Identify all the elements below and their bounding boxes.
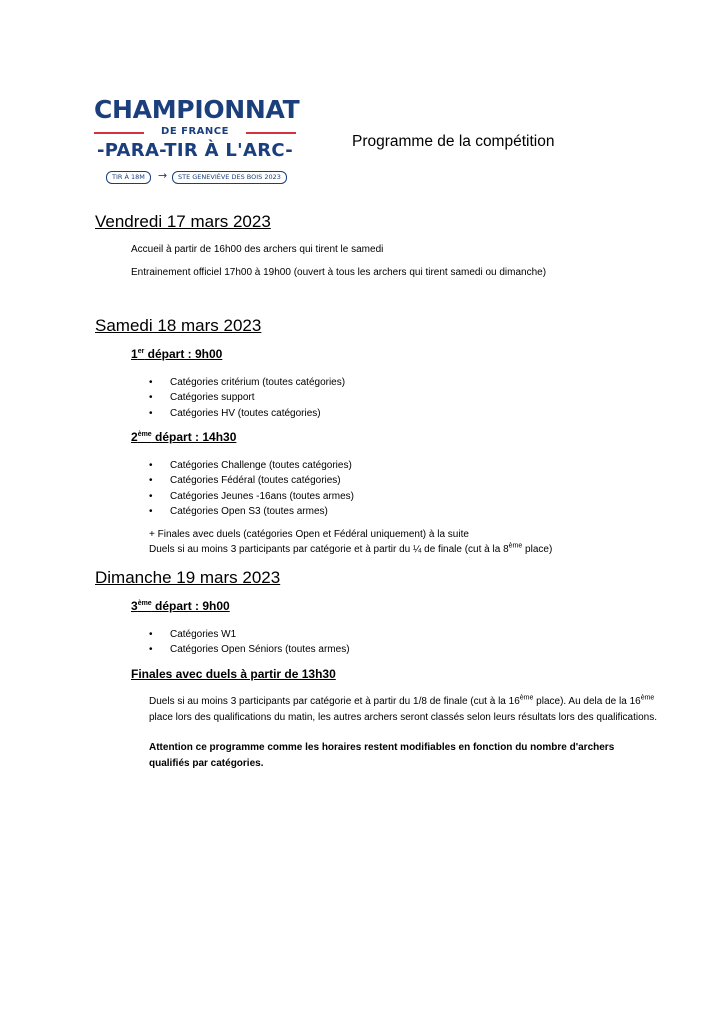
- friday-heading: Vendredi 17 mars 2023: [95, 212, 271, 231]
- saturday-heading: Samedi 18 mars 2023: [95, 316, 262, 335]
- saturday-finals-line: + Finales avec duels (catégories Open et Fédéral uniquement) à la suite: [149, 529, 469, 540]
- list-item: • Catégories HV (toutes catégories): [149, 406, 345, 421]
- logo-badge-distance: TIR À 18M: [106, 171, 151, 184]
- departure-2-heading: 2ème départ : 14h30: [131, 430, 237, 444]
- friday-line-1: Accueil à partir de 16h00 des archers qui tirent le samedi: [131, 244, 384, 255]
- attention-note: Attention ce programme comme les horaires restent modifiables en fonction du nombre d'archers qualifiés par catégories.: [149, 742, 615, 769]
- list-item: • Catégories W1: [149, 627, 350, 642]
- logo-badge-location: STE GENEVIÈVE DES BOIS 2023: [172, 171, 287, 184]
- logo-subtitle: DE FRANCE: [161, 126, 229, 137]
- departure-2-list: [149, 458, 354, 519]
- list-item: • Catégories Challenge (toutes catégories): [149, 458, 354, 473]
- sunday-finals-heading: Finales avec duels à partir de 13h30: [131, 667, 336, 681]
- list-item: • Catégories Open S3 (toutes armes): [149, 504, 354, 519]
- list-item: • Catégories critérium (toutes catégories): [149, 375, 345, 390]
- sunday-duels-paragraph: Duels si au moins 3 participants par catégorie et à partir du 1/8 de finale (cut à la 16ème place). Au dela de la 16ème place lors des qualifications du matin, les autres archers seront classés selon leurs résultats lors des qualifications.: [149, 694, 658, 723]
- departure-3-heading: 3ème départ : 9h00: [131, 599, 230, 613]
- list-item: • Catégories support: [149, 390, 345, 405]
- arrow-icon: →: [158, 169, 168, 182]
- page-title: Programme de la compétition: [352, 133, 555, 150]
- departure-3-list: [149, 627, 350, 658]
- list-item: • Catégories Open Séniors (toutes armes): [149, 642, 350, 657]
- saturday-duels-line: Duels si au moins 3 participants par catégorie et à partir du ¼ de finale (cut à la 8ème place): [149, 542, 553, 555]
- list-item: • Catégories Fédéral (toutes catégories): [149, 473, 354, 488]
- departure-1-heading: 1er départ : 9h00: [131, 347, 223, 361]
- friday-line-2: Entrainement officiel 17h00 à 19h00 (ouvert à tous les archers qui tirent samedi ou dimanche): [131, 267, 547, 278]
- logo-discipline: -PARA-TIR À L'ARC-: [96, 140, 294, 161]
- sunday-heading: Dimanche 19 mars 2023: [95, 568, 281, 587]
- departure-1-list: [149, 375, 345, 421]
- championship-logo: [94, 95, 304, 190]
- list-item: • Catégories Jeunes -16ans (toutes armes): [149, 489, 354, 504]
- logo-title: CHAMPIONNAT: [94, 95, 300, 124]
